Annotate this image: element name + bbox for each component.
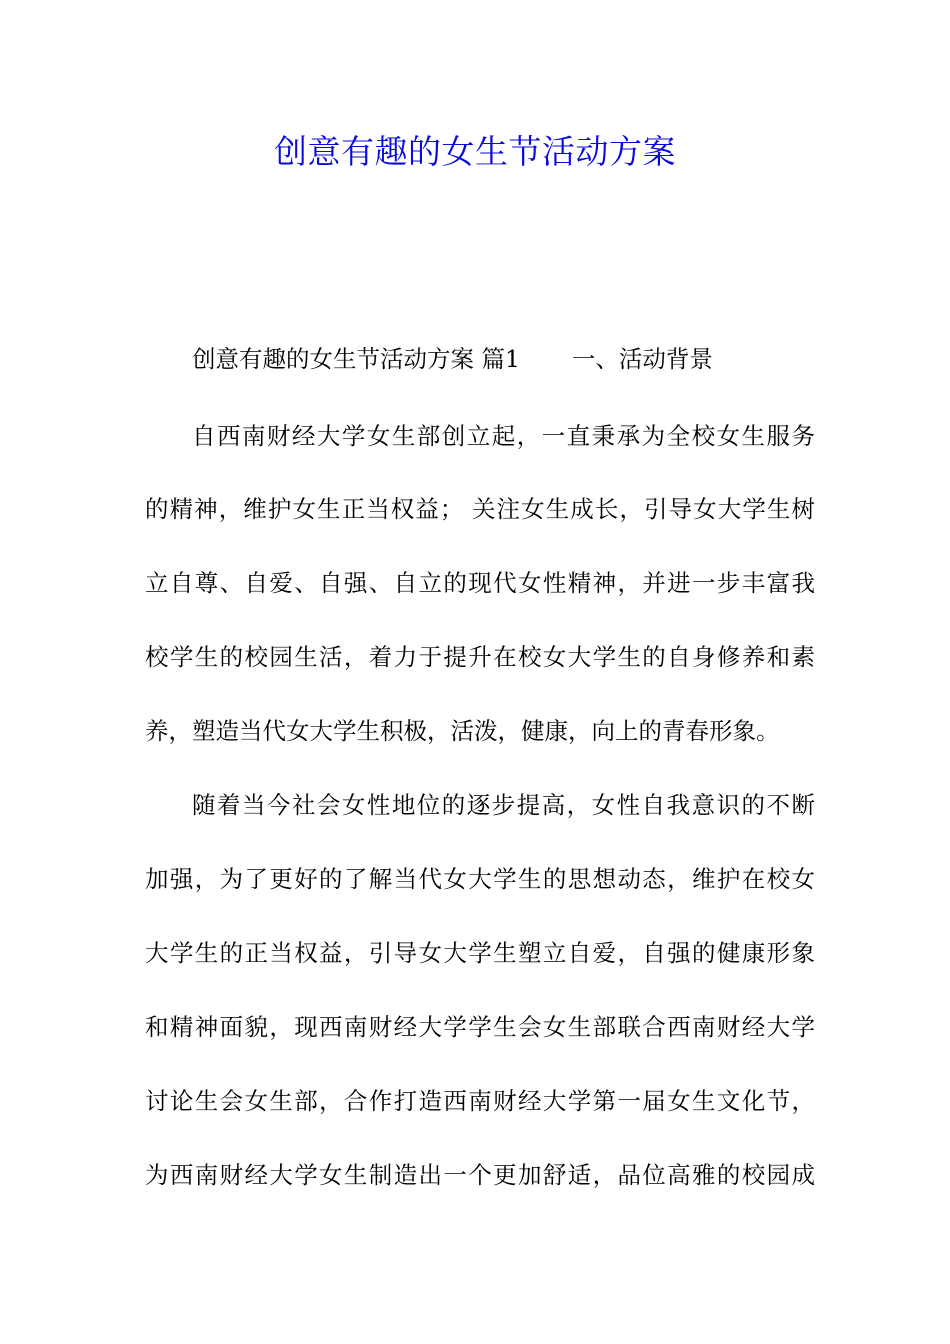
plan-title: 创意有趣的女生节活动方案 篇1 (192, 345, 520, 373)
plan-heading (192, 342, 713, 376)
paragraph-line: 校学生的校园生活，着力于提升在校女大学生的自身修养和素 (145, 643, 815, 671)
paragraph-line: 大学生的正当权益，引导女大学生塑立自爱，自强的健康形象 (145, 939, 815, 967)
document-title: 创意有趣的女生节活动方案 (274, 132, 676, 171)
paragraph-line: 加强，为了更好的了解当代女大学生的思想动态，维护在校女 (145, 865, 815, 893)
paragraph-line: 养，塑造当代女大学生积极，活泼，健康，向上的青春形象。 (145, 717, 780, 745)
paragraph-line: 自西南财经大学女生部创立起，一直秉承为全校女生服务 (192, 422, 815, 450)
paragraph-line: 为西南财经大学女生制造出一个更加舒适，品位高雅的校园成 (145, 1161, 815, 1189)
section-heading: 一、活动背景 (571, 345, 713, 373)
paragraph-line: 讨论生会女生部，合作打造西南财经大学第一届女生文化节， (145, 1087, 815, 1115)
paragraph-line: 的精神，维护女生正当权益； 关注女生成长，引导女大学生树 (145, 495, 815, 523)
paragraph-line: 立自尊、自爱、自强、自立的现代女性精神，并进一步丰富我 (145, 569, 815, 597)
paragraph-line: 随着当今社会女性地位的逐步提高，女性自我意识的不断 (192, 791, 815, 819)
paragraph-line: 和精神面貌，现西南财经大学学生会女生部联合西南财经大学 (145, 1013, 815, 1041)
